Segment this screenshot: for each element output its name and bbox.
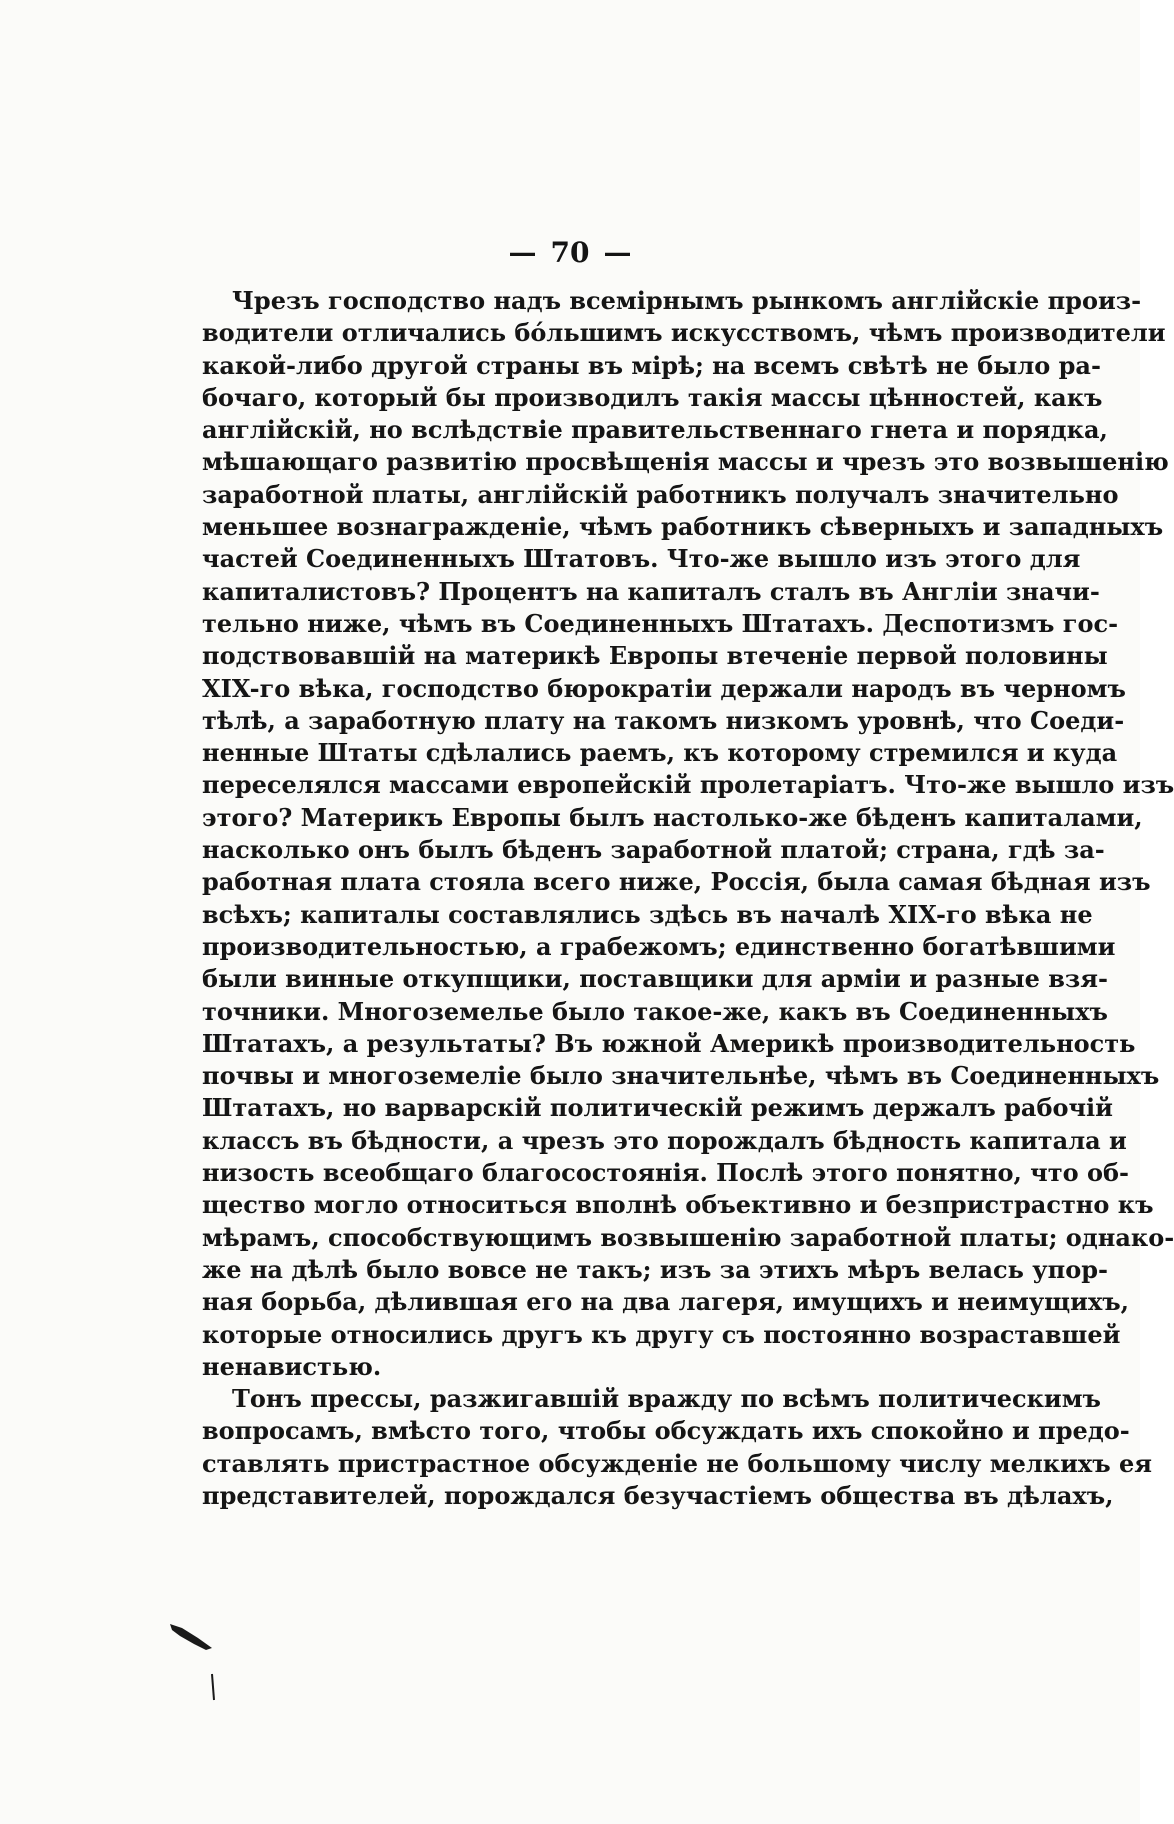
text-line: Штатахъ, но варварскій политическій режимъ держалъ рабочій bbox=[202, 1093, 1113, 1123]
paragraph bbox=[202, 285, 1174, 1383]
text-line: ставлять пристрастное обсужденіе не большому числу мелкихъ ея bbox=[202, 1448, 1152, 1478]
text-line: насколько онъ былъ бѣденъ заработной платой; страна, гдѣ за- bbox=[202, 835, 1105, 865]
text-line: частей Соединенныхъ Штатовъ. Что-же вышло изъ этого для bbox=[202, 544, 1081, 574]
text-line: щество могло относиться вполнѣ объективно и безпристрастно къ bbox=[202, 1190, 1154, 1220]
text-line: были винные откупщики, поставщики для арміи и разные взя- bbox=[202, 964, 1108, 994]
text-line: точники. Многоземелье было такое-же, какъ въ Соединенныхъ bbox=[202, 996, 1108, 1026]
text-line: мѣшающаго развитію просвѣщенія массы и чрезъ это возвышенію bbox=[202, 447, 1169, 477]
text-line: водители отличались бóльшимъ искусствомъ, чѣмъ производители bbox=[202, 318, 1166, 348]
page-number-header bbox=[0, 236, 1140, 269]
text-line: меньшее вознагражденіе, чѣмъ работникъ сѣверныхъ и западныхъ bbox=[202, 512, 1164, 542]
text-line: всѣхъ; капиталы составлялись здѣсь въ началѣ XIX-го вѣка не bbox=[202, 899, 1093, 929]
text-line: вопросамъ, вмѣсто того, чтобы обсуждать ихъ спокойно и предо- bbox=[202, 1416, 1130, 1446]
text-line: этого? Материкъ Европы былъ настолько-же бѣденъ капиталами, bbox=[202, 802, 1143, 832]
text-line: же на дѣлѣ было вовсе не такъ; изъ за этихъ мѣръ велась упор- bbox=[202, 1254, 1108, 1284]
text-line: заработной платы, англійскій работникъ получалъ значительно bbox=[202, 479, 1119, 509]
text-line: подствовавшій на материкѣ Европы втеченіе первой половины bbox=[202, 641, 1108, 671]
text-line: ная борьба, дѣлившая его на два лагеря, имущихъ и неимущихъ, bbox=[202, 1287, 1130, 1317]
text-line: представителей, порождался безучастіемъ общества въ дѣлахъ, bbox=[202, 1480, 1114, 1510]
text-line: переселялся массами европейскій пролетаріатъ. Что-же вышло изъ bbox=[202, 770, 1174, 800]
text-line: ненавистью. bbox=[202, 1351, 382, 1381]
text-line: какой-либо другой страны въ мірѣ; на всемъ свѣтѣ не было ра- bbox=[202, 350, 1101, 380]
text-line: Штатахъ, а результаты? Въ южной Америкѣ производительность bbox=[202, 1028, 1136, 1058]
text-line: Чрезъ господство надъ всемірнымъ рынкомъ англійскіе произ- bbox=[232, 286, 1142, 315]
text-line: работная плата стояла всего ниже, Россія, была самая бѣдная изъ bbox=[202, 867, 1151, 897]
text-line: классъ въ бѣдности, а чрезъ это порождалъ бѣдность капитала и bbox=[202, 1125, 1127, 1155]
left-dash: — bbox=[508, 236, 537, 269]
text-line: англійскій, но вслѣдствіе правительственнаго гнета и порядка, bbox=[202, 415, 1108, 445]
page-number: 70 bbox=[550, 236, 590, 269]
text-line: ненные Штаты сдѣлались раемъ, къ которому стремился и куда bbox=[202, 738, 1118, 768]
ink-stroke-mark bbox=[168, 1614, 228, 1704]
text-line: тѣлѣ, а заработную плату на такомъ низкомъ уровнѣ, что Соеди- bbox=[202, 705, 1125, 735]
text-line: мѣрамъ, способствующимъ возвышенію заработной платы; однако- bbox=[202, 1222, 1174, 1252]
text-line: низость всеобщаго благосостоянія. Послѣ этого понятно, что об- bbox=[202, 1158, 1129, 1188]
text-line: тельно ниже, чѣмъ въ Соединенныхъ Штатахъ. Деспотизмъ гос- bbox=[202, 608, 1119, 638]
right-dash: — bbox=[603, 236, 632, 269]
text-line: бочаго, который бы производилъ такія массы цѣнностей, какъ bbox=[202, 382, 1103, 412]
text-line: производительностью, а грабежомъ; единственно богатѣвшими bbox=[202, 931, 1116, 961]
text-line: Тонъ прессы, разжигавшій вражду по всѣмъ политическимъ bbox=[232, 1384, 1101, 1414]
text-line: которые относились другъ къ другу съ постоянно возраставшей bbox=[202, 1319, 1121, 1349]
text-line: XIX-го вѣка, господство бюрократіи держали народъ въ черномъ bbox=[202, 673, 1126, 703]
text-line: капиталистовъ? Процентъ на капиталъ сталъ въ Англіи значи- bbox=[202, 576, 1100, 606]
paragraph bbox=[202, 1383, 1152, 1512]
text-line: почвы и многоземеліе было значительнѣе, чѣмъ въ Соединенныхъ bbox=[202, 1061, 1160, 1091]
body-text bbox=[202, 285, 1174, 1512]
